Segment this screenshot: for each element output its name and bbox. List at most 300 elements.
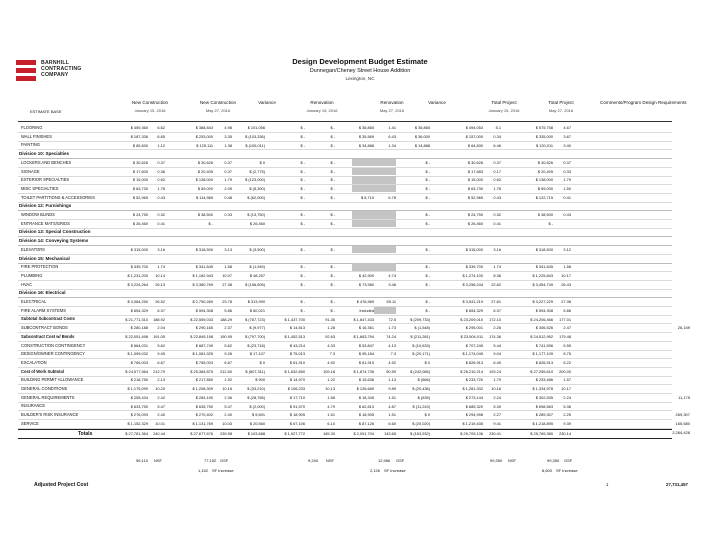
row-value: 2.25 bbox=[563, 412, 571, 418]
row-value: $ 0 bbox=[259, 360, 265, 366]
row-value: $ - bbox=[300, 177, 305, 183]
row-value: 0.33 bbox=[224, 212, 232, 218]
row-label: Division 16: Electrical bbox=[19, 290, 66, 296]
row-value: $ 17,600 bbox=[132, 168, 148, 174]
row-value: $ - bbox=[300, 299, 305, 305]
row-value: $ 63,730 bbox=[467, 186, 483, 192]
sf-value: NSF bbox=[508, 458, 516, 463]
empty-cell-shaded bbox=[352, 263, 374, 271]
row-value: $ - bbox=[300, 159, 305, 165]
row-value: $ (163,932) bbox=[410, 430, 430, 436]
row-label: SIGNAGE bbox=[21, 168, 40, 174]
row-value: $ 1,231,200 bbox=[127, 273, 148, 279]
row-value: $ 14,888 bbox=[414, 142, 430, 148]
table-row bbox=[18, 315, 672, 324]
row-value: $ - bbox=[300, 281, 305, 287]
row-label: HVAC bbox=[21, 281, 33, 287]
row-value: 200.00 bbox=[559, 368, 571, 374]
row-value: 0.43 bbox=[493, 194, 501, 200]
row-value: 191.05 bbox=[153, 333, 165, 339]
row-value: $ 280,188 bbox=[130, 325, 148, 331]
row-value: $ 284,190 bbox=[195, 394, 213, 400]
row-value: $ 25,384,875 bbox=[190, 368, 213, 374]
row-value: $ - bbox=[330, 168, 335, 174]
row-value: 9.45 bbox=[157, 351, 165, 357]
row-value: $ 22,559,033 bbox=[190, 316, 213, 322]
row-value: 174.36 bbox=[489, 333, 501, 339]
row-value: $ - bbox=[300, 273, 305, 279]
table-row bbox=[18, 359, 672, 368]
row-value: 1.73 bbox=[388, 325, 396, 331]
sf-value: 96,110 bbox=[136, 458, 148, 463]
row-value: $ (666) bbox=[417, 377, 430, 383]
row-value: $ 61,910 bbox=[358, 360, 374, 366]
row-value: $ 341,645 bbox=[195, 264, 213, 270]
row-value: $ - bbox=[425, 194, 430, 200]
row-value: $ 313,990 bbox=[247, 299, 265, 305]
row-value: 4.98 bbox=[224, 125, 232, 131]
row-value: 1.76 bbox=[493, 186, 501, 192]
row-value: 2.40 bbox=[224, 412, 232, 418]
column-header: Comments/Program Design Requirements bbox=[600, 100, 687, 105]
row-value: $ - bbox=[330, 159, 335, 165]
row-value: 4.87 bbox=[388, 403, 396, 409]
sf-increase: SF Increase bbox=[384, 468, 406, 473]
row-value: $ 122,715 bbox=[535, 194, 553, 200]
row-value: $ 2,091,704 bbox=[353, 430, 374, 436]
row-value: 0.37 bbox=[224, 159, 232, 165]
row-value: 9.89 bbox=[388, 386, 396, 392]
table-row bbox=[18, 159, 672, 168]
row-value: $ 30,626 bbox=[197, 159, 213, 165]
row-value: 4.79 bbox=[327, 403, 335, 409]
side-label: ESTIMATE BASE bbox=[30, 109, 62, 114]
row-value: 92.63 bbox=[325, 333, 335, 339]
row-value: $ (20,171) bbox=[412, 351, 430, 357]
row-label: TOILET PARTITIONS & ACCESSORIES bbox=[21, 194, 95, 200]
row-label: LOCKERS AND BENCHES bbox=[21, 159, 72, 165]
row-value: 10.14 bbox=[155, 273, 165, 279]
row-value: 27.61 bbox=[491, 299, 501, 305]
row-value: $ 85,830 bbox=[132, 142, 148, 148]
row-value: $ 69,000 bbox=[537, 186, 553, 192]
row-value: 212.50 bbox=[220, 368, 232, 374]
empty-cell-shaded bbox=[352, 246, 374, 254]
table-row bbox=[18, 220, 672, 229]
row-value: 190.95 bbox=[220, 333, 232, 339]
row-value: $ 339,700 bbox=[465, 264, 483, 270]
row-value: $ (787,723) bbox=[245, 316, 265, 322]
row-value: 1.79 bbox=[493, 377, 501, 383]
row-value: 1.57 bbox=[563, 377, 571, 383]
row-value: 0.41 bbox=[493, 220, 501, 226]
row-value: 0.62 bbox=[493, 177, 501, 183]
row-value: $ 120,011 bbox=[535, 142, 553, 148]
empty-cell-shaded bbox=[352, 168, 374, 176]
row-value: 6.65 bbox=[157, 133, 165, 139]
row-value: 3.40 bbox=[563, 142, 571, 148]
row-value: 1.50 bbox=[563, 186, 571, 192]
row-value: 1.56 bbox=[327, 394, 335, 400]
row-value: $ 22,849,198 bbox=[190, 333, 213, 339]
table-row bbox=[18, 176, 672, 185]
row-value: $ 318,500 bbox=[535, 246, 553, 252]
row-value: $ (807,311) bbox=[245, 368, 265, 374]
row-value: 3.13 bbox=[224, 246, 232, 252]
adjusted-count: 1 bbox=[606, 482, 609, 487]
row-value: $ 26,460 bbox=[249, 220, 265, 226]
row-value: $ 270,402 bbox=[195, 412, 213, 418]
row-value: $ (1,945) bbox=[249, 264, 265, 270]
row-value: 109.18 bbox=[323, 368, 335, 374]
row-value: $ 633,750 bbox=[130, 403, 148, 409]
table-row bbox=[18, 150, 672, 159]
row-value: $ 17,710 bbox=[289, 394, 305, 400]
empty-cell-shaded bbox=[374, 159, 396, 167]
row-label: Division 15: Mechanical bbox=[19, 255, 70, 261]
sf-value: 12,966 bbox=[378, 458, 391, 463]
row-label: BUILDING PERMIT ALLOWANCE bbox=[21, 377, 84, 383]
column-header: Variance bbox=[428, 100, 446, 105]
row-value: $ 43,214 bbox=[289, 342, 305, 348]
row-value: $ 664,031 bbox=[130, 342, 148, 348]
comments-value: 269,307 bbox=[675, 412, 690, 418]
table-row bbox=[18, 246, 672, 255]
row-value: $ (2,775) bbox=[249, 168, 265, 174]
row-value: $ 17,107 bbox=[249, 351, 265, 357]
header-rule bbox=[18, 121, 672, 122]
row-value: $ 30,626 bbox=[467, 159, 483, 165]
row-value: $ 765,003 bbox=[130, 360, 148, 366]
row-label: Division 13: Special Construction bbox=[19, 229, 91, 235]
row-value: 26.52 bbox=[155, 299, 165, 305]
row-value: $ 1,874,735 bbox=[353, 368, 374, 374]
row-value: 5.47 bbox=[224, 403, 232, 409]
row-value: 9.41 bbox=[493, 420, 501, 426]
row-value: 0.37 bbox=[493, 159, 501, 165]
row-value: $ 594,308 bbox=[535, 307, 553, 313]
row-value: $ (1,548) bbox=[414, 325, 430, 331]
row-value: $ - bbox=[330, 264, 335, 270]
row-value: $ 826,913 bbox=[535, 360, 553, 366]
row-label: Division 12: Furnishings bbox=[19, 203, 72, 209]
row-value: $ (62,000) bbox=[247, 194, 265, 200]
row-value: 6.37 bbox=[157, 307, 165, 313]
row-value: $ 318,500 bbox=[195, 246, 213, 252]
row-value: $ 3,064,250 bbox=[127, 299, 148, 305]
row-value: 6.78 bbox=[388, 194, 396, 200]
row-value: 10.16 bbox=[491, 386, 501, 392]
row-value: 0.17 bbox=[493, 168, 501, 174]
row-value: 6.62 bbox=[157, 125, 165, 131]
row-value: $ - bbox=[425, 168, 430, 174]
row-value: $ 34,888 bbox=[358, 142, 374, 148]
row-label: SUBCONTRACT BONDS bbox=[21, 325, 68, 331]
row-value: $ - bbox=[330, 125, 335, 131]
row-value: 1.92 bbox=[224, 377, 232, 383]
row-value: $ 1,174,045 bbox=[462, 351, 483, 357]
column-header-date: May 27, 2016 bbox=[548, 108, 574, 113]
row-value: $ - bbox=[425, 186, 430, 192]
row-value: $ (123,000) bbox=[245, 177, 265, 183]
row-value: 1.51 bbox=[327, 412, 335, 418]
row-value: 0.37 bbox=[224, 168, 232, 174]
row-value: 188.29 bbox=[220, 316, 232, 322]
row-label: BUILDER'S RISK INSURANCE bbox=[21, 412, 79, 418]
row-value: 26.13 bbox=[155, 281, 165, 287]
column-header-date: May 27, 2016 bbox=[379, 108, 405, 113]
row-value: $ - bbox=[330, 186, 335, 192]
row-value: 193.24 bbox=[489, 368, 501, 374]
row-value: $ 15,000 bbox=[132, 177, 148, 183]
row-value: $ 273,144 bbox=[465, 394, 483, 400]
row-value: 3.46 bbox=[388, 281, 396, 287]
row-label: Totals bbox=[78, 430, 93, 437]
row-value: $ - bbox=[300, 246, 305, 252]
table-row bbox=[18, 289, 672, 298]
table-row bbox=[18, 202, 672, 211]
row-value: $ 654,329 bbox=[130, 307, 148, 313]
row-value: 6.43 bbox=[388, 133, 396, 139]
row-value: 0.36 bbox=[157, 168, 165, 174]
row-value: 172.10 bbox=[489, 316, 501, 322]
row-value: $ 685,320 bbox=[465, 403, 483, 409]
row-value: $ 1,437,700 bbox=[284, 316, 305, 322]
row-value: 2.26 bbox=[493, 325, 501, 331]
row-value: $ 1,182,943 bbox=[192, 273, 213, 279]
row-label: Division 14: Conveying Systems bbox=[19, 238, 89, 244]
row-value: 90.59 bbox=[386, 368, 396, 374]
row-value: $ 36,865 bbox=[414, 125, 430, 131]
empty-cell-shaded bbox=[374, 168, 396, 176]
row-value: $ 255,434 bbox=[130, 394, 148, 400]
table-row bbox=[18, 429, 672, 439]
row-value: $ 707,245 bbox=[465, 342, 483, 348]
row-value: $ 138,000 bbox=[195, 177, 213, 183]
row-value: $ 594,308 bbox=[195, 307, 213, 313]
row-value: $ 103,688 bbox=[247, 430, 265, 436]
row-value: $ 29,709,136 bbox=[460, 430, 483, 436]
row-value: $ 1,632,650 bbox=[284, 368, 305, 374]
row-value: 1.41 bbox=[388, 125, 396, 131]
row-label: GENERAL CONDITIONS bbox=[21, 386, 68, 391]
sf-value: 99,350 bbox=[547, 458, 560, 463]
row-value: $ - bbox=[330, 220, 335, 226]
row-value: $ 64,830 bbox=[467, 142, 483, 148]
row-value: $ 217,850 bbox=[195, 377, 213, 383]
table-row bbox=[18, 194, 672, 203]
row-value: $ - bbox=[300, 186, 305, 192]
empty-cell-shaded bbox=[374, 185, 396, 193]
row-value: $ (105,011) bbox=[245, 142, 265, 148]
table-row bbox=[18, 237, 672, 246]
row-value: 4.92 bbox=[327, 360, 335, 366]
row-value: 1.74 bbox=[493, 264, 501, 270]
row-value: 5.55 bbox=[563, 342, 571, 348]
row-value: $ 826,913 bbox=[465, 360, 483, 366]
row-value: $ 1,218,895 bbox=[532, 420, 553, 426]
row-value: $ 26,460 bbox=[467, 220, 483, 226]
row-label: FLOORING bbox=[21, 125, 43, 130]
row-value: $ (23,718) bbox=[247, 342, 265, 348]
row-value: $ 24,206,466 bbox=[530, 316, 553, 322]
table-row bbox=[18, 411, 672, 420]
row-value: $ 1,274,100 bbox=[462, 273, 483, 279]
row-value: $ 1,334,978 bbox=[532, 386, 553, 392]
adjusted-project-cost-value: 27,731,457 bbox=[666, 482, 688, 487]
row-value: $ 687,749 bbox=[195, 342, 213, 348]
row-value: 1.79 bbox=[224, 177, 232, 183]
row-value: $ - bbox=[330, 246, 335, 252]
row-label: Cost of Work Subtotal bbox=[21, 368, 64, 374]
row-label: Division 10: Specialties bbox=[19, 151, 70, 157]
row-value: 4.92 bbox=[388, 360, 396, 366]
column-header-date: January 15, 2016 bbox=[488, 108, 520, 113]
row-value: 2.40 bbox=[157, 412, 165, 418]
table-row bbox=[18, 263, 672, 272]
row-value: $ 341,645 bbox=[535, 264, 553, 270]
row-value: $ 3,380,769 bbox=[192, 281, 213, 287]
row-value: $ 0 bbox=[424, 412, 430, 418]
row-value: $ 2,750,260 bbox=[192, 299, 213, 305]
empty-cell-shaded bbox=[352, 185, 374, 193]
row-value: 1.74 bbox=[157, 264, 165, 270]
row-value: 2.24 bbox=[563, 394, 571, 400]
row-value: 1.34 bbox=[388, 142, 396, 148]
row-value: 1.28 bbox=[327, 325, 335, 331]
table-row bbox=[18, 376, 672, 385]
sf-value: 9,240 bbox=[308, 458, 319, 463]
row-value: $ (797,700) bbox=[245, 333, 265, 339]
row-value: $ 26,210,214 bbox=[460, 368, 483, 374]
row-value: $ 38,500 bbox=[537, 212, 553, 218]
row-value: $ 1,219,435 bbox=[462, 420, 483, 426]
sf-increase: SF Increase bbox=[556, 468, 578, 473]
row-value: 1.76 bbox=[157, 186, 165, 192]
row-value: 26.43 bbox=[561, 281, 571, 287]
row-label: ESCALATION bbox=[21, 359, 47, 365]
column-header-date: May 27, 2016 bbox=[205, 108, 231, 113]
sf-increase: SF Increase bbox=[212, 468, 234, 473]
row-value: 2.27 bbox=[493, 412, 501, 418]
row-value: $ 3,454,749 bbox=[532, 281, 553, 287]
row-value: 188.92 bbox=[153, 316, 165, 322]
row-value: $ - bbox=[330, 142, 335, 148]
row-value: $ - bbox=[425, 159, 430, 165]
row-value: 239.98 bbox=[220, 430, 232, 436]
sf-value: NSF bbox=[326, 458, 334, 463]
row-value: 5.62 bbox=[157, 342, 165, 348]
row-value: $ 67,106 bbox=[289, 420, 305, 426]
sf-increase: 8,600 bbox=[542, 468, 553, 473]
row-value: $ 233,486 bbox=[535, 377, 553, 383]
row-value: $ 8,710 bbox=[361, 194, 374, 200]
row-value: $ 3,541,219 bbox=[462, 299, 483, 305]
row-value: $ 20,405 bbox=[537, 168, 553, 174]
project-name: Dunnegan/Cheney Street House Addition bbox=[309, 68, 411, 74]
row-value: $ 69,000 bbox=[197, 186, 213, 192]
row-value: $ 1,081,925 bbox=[192, 351, 213, 357]
row-value: 143.65 bbox=[384, 430, 396, 436]
row-value: $ 295,001 bbox=[465, 325, 483, 331]
row-value: $ - bbox=[425, 281, 430, 287]
row-value: $ 53,847 bbox=[358, 342, 374, 348]
row-value: 10.13 bbox=[325, 386, 335, 392]
row-value: $ 125,111 bbox=[196, 142, 213, 148]
comments-value: 2,264,428 bbox=[672, 429, 690, 435]
table-row bbox=[18, 272, 672, 281]
row-value: 10.20 bbox=[155, 386, 165, 392]
row-value: 230.14 bbox=[559, 430, 571, 436]
row-value: $ 24,577,564 bbox=[125, 368, 148, 374]
row-value: 27.38 bbox=[222, 281, 232, 287]
row-label: GENERAL REQUIREMENTS bbox=[21, 394, 75, 400]
row-value: 9.39 bbox=[563, 420, 571, 426]
row-value: $ 575,758 bbox=[535, 125, 553, 131]
table-row bbox=[18, 281, 672, 290]
row-value: 0.62 bbox=[157, 177, 165, 183]
sf-increase: 1,152 bbox=[198, 468, 209, 473]
row-value: $ - bbox=[425, 220, 430, 226]
row-value: $ 29,769,380 bbox=[530, 430, 553, 436]
empty-cell-shaded bbox=[374, 246, 396, 254]
row-label: CONSTRUCTION CONTINGENCY bbox=[21, 342, 86, 348]
row-value: $ 233,720 bbox=[465, 377, 483, 383]
row-value: 1.51 bbox=[388, 412, 396, 418]
row-label: ENTRANCE MATS/GRIDS bbox=[21, 220, 70, 226]
row-value: $ 15,000 bbox=[467, 177, 483, 183]
row-value: $ - bbox=[330, 133, 335, 139]
row-value: $ 51,570 bbox=[289, 403, 305, 409]
row-value: $ 0 bbox=[424, 360, 430, 366]
table-row bbox=[18, 420, 672, 429]
row-value: $ 1,152,329 bbox=[127, 420, 148, 426]
row-label: SERVICE bbox=[21, 420, 39, 426]
row-value: $ 73,980 bbox=[358, 281, 374, 287]
row-value: $ 339,700 bbox=[130, 264, 148, 270]
row-value: $ 3,298,244 bbox=[462, 281, 483, 287]
table-row bbox=[18, 402, 672, 411]
row-value: $ 654,329 bbox=[465, 307, 483, 313]
row-value: $ 1,647,433 bbox=[353, 316, 374, 322]
row-value: 5.44 bbox=[493, 342, 501, 348]
row-value: $ - bbox=[330, 273, 335, 279]
row-value: 7.3 bbox=[329, 351, 335, 357]
table-row bbox=[18, 228, 672, 237]
table-row bbox=[18, 141, 672, 150]
row-value: $ - bbox=[425, 264, 430, 270]
row-value: 0.32 bbox=[493, 212, 501, 218]
table-row bbox=[18, 385, 672, 394]
row-value: 0.34 bbox=[493, 133, 501, 139]
row-value: $ 16,361 bbox=[358, 325, 374, 331]
row-value: $ 1,208,309 bbox=[192, 386, 213, 392]
row-value: 177.01 bbox=[559, 316, 571, 322]
row-value: 5.36 bbox=[563, 403, 571, 409]
row-value: $ 388,843 bbox=[195, 125, 213, 131]
row-value: 0.41 bbox=[157, 220, 165, 226]
row-label: FIRE ALARM SYSTEMS bbox=[21, 307, 67, 313]
row-value: $ 42,900 bbox=[358, 273, 374, 279]
row-value: 0.33 bbox=[563, 168, 571, 174]
row-value: $ 1,663,794 bbox=[353, 333, 374, 339]
row-value: $ 15,636 bbox=[358, 377, 374, 383]
column-header: Renovation bbox=[310, 100, 334, 105]
row-value: $ 114,965 bbox=[195, 194, 213, 200]
row-value: 6.10 bbox=[327, 420, 335, 426]
row-value: 2.37 bbox=[224, 325, 232, 331]
row-value: $ 315,000 bbox=[465, 246, 483, 252]
